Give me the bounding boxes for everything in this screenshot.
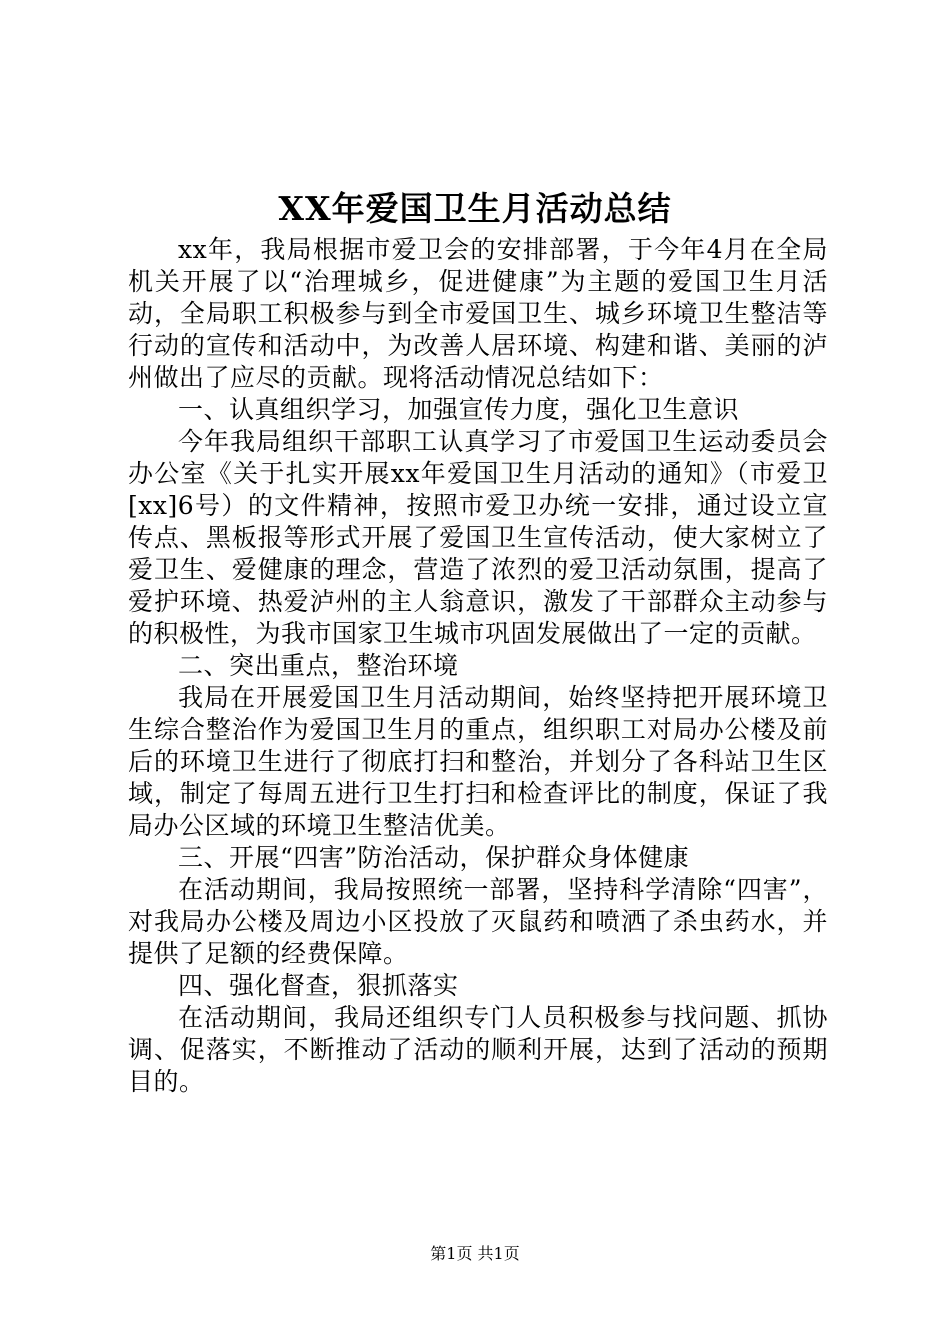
page-number-footer: 第1页 共1页 [430,1244,520,1263]
section-heading-1: 一、认真组织学习，加强宣传力度，强化卫生意识 [178,395,740,424]
section-heading-4: 四、强化督查，狠抓落实 [178,971,459,1000]
section-heading-2: 二、突出重点，整治环境 [178,651,459,680]
intro-paragraph: xx年，我局根据市爱卫会的安排部署，于今年4月在全局机关开展了以“治理城乡，促进健康”为主题的爱国卫生月活动，全局职工积极参与到全市爱国卫生、城乡环境卫生整洁等行动的宣传和活动中，为改善人居环境、构建和谐、美丽的泸州做出了应尽的贡献。现将活动情况总结如下： [128,235,828,392]
section-paragraph-4: 在活动期间，我局还组织专门人员积极参与找问题、抓协调、促落实，不断推动了活动的顺利开展，达到了活动的预期目的。 [128,1003,828,1096]
section-paragraph-3: 在活动期间，我局按照统一部署，坚持科学清除“四害”，对我局办公楼及周边小区投放了灭鼠药和喷洒了杀虫药水，并提供了足额的经费保障。 [128,875,828,968]
section-paragraph-1: 今年我局组织干部职工认真学习了市爱国卫生运动委员会办公室《关于扎实开展xx年爱国卫生月活动的通知》（市爱卫[xx]6号）的文件精神，按照市爱卫办统一安排，通过设立宣传点、黑板报等形式开展了爱国卫生宣传活动，使大家树立了爱卫生、爱健康的理念，营造了浓烈的爱卫活动氛围，提高了爱护环境、热爱泸州的主人翁意识，激发了干部群众主动参与的积极性，为我市国家卫生城市巩固发展做出了一定的贡献。 [128,427,828,648]
section-heading-3: 三、开展“四害”防治活动，保护群众身体健康 [178,843,690,872]
document-body [128,234,828,1098]
section-paragraph-2: 我局在开展爱国卫生月活动期间，始终坚持把开展环境卫生综合整治作为爱国卫生月的重点，组织职工对局办公楼及前后的环境卫生进行了彻底打扫和整治，并划分了各科站卫生区域，制定了每周五进行卫生打扫和检查评比的制度，保证了我局办公区域的环境卫生整洁优美。 [128,683,828,840]
document-title: XX年爱国卫生月活动总结 [278,189,672,228]
